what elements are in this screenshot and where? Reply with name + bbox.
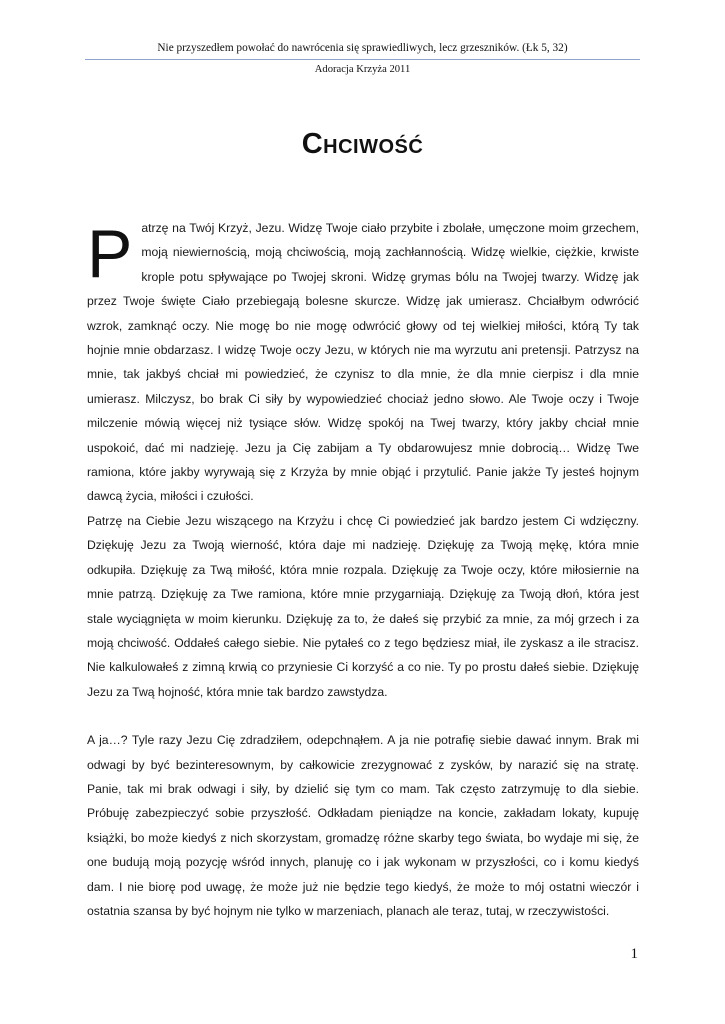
paragraph-spacer <box>87 704 639 728</box>
page-number: 1 <box>630 946 638 962</box>
page-title: Chciwość <box>301 128 424 160</box>
drop-cap: P <box>87 216 133 292</box>
document-body <box>87 216 639 923</box>
paragraph-1-text: atrzę na Twój Krzyż, Jezu. Widzę Twoje ciało przybite i zbolałe, umęczone moim grzechem, moją niewiernością, moją chciwością, moją zachłannością. Widzę wielkie, ciężkie, krwiste krople potu spływające po Twojej skroni. Widzę grymas bólu na Twojej twarzy. Widzę jak przez Twoje święte Ciało przebiegają bolesne skurcze. Widzę jak umierasz. Chciałbym odwrócić wzrok, zamknąć oczy. Nie mogę bo nie mogę odwrócić głowy od tej wielkiej miłości, którą Ty tak hojnie mnie obdarzasz. I widzę Twoje oczy Jezu, w których nie ma wyrzutu ani pretensji. Patrzysz na mnie, tak jakbyś chciał mi powiedzieć, że czynisz to dla mnie, że dla mnie cierpisz i dla mnie umierasz. Milczysz, bo brak Ci siły by wypowiedzieć chociaż jedno słowo. Ale Twoje oczy i Twoje milczenie mówią więcej niż tysiące słów. Widzę spokój na Twej twarzy, który jakby chciał mnie uspokoić, dać mi nadzieję. Jezu ja Cię zabijam a Ty obdarowujesz mnie dobrocią… Widzę Twe ramiona, które jakby wyrywają się z Krzyża by mnie objąć i przytulić. Panie jakże Ty jesteś hojnym dawcą życia, miłości i czułości. <box>87 221 639 504</box>
paragraph-1 <box>87 216 639 509</box>
running-header-event: Adoracja Krzyża 2011 <box>314 64 411 75</box>
header-divider <box>85 59 640 60</box>
running-header-quote: Nie przyszedłem powołać do nawrócenia się sprawiedliwych, lecz grzeszników. (Łk 5, 32) <box>157 42 568 54</box>
paragraph-2: Patrzę na Ciebie Jezu wiszącego na Krzyżu i chcę Ci powiedzieć jak bardzo jestem Ci wdzięczny. Dziękuję Jezu za Twoją wierność, która daje mi nadzieję. Dziękuję za Twoją mękę, która mnie odkupiła. Dziękuję za Twą miłość, która mnie rozpala. Dziękuję za Twoje oczy, które miłosiernie na mnie patrzą. Dziękuję za Twe ramiona, które mnie przygarniają. Dziękuję za Twoją dłoń, która jest stale wyciągnięta w moim kierunku. Dziękuję za to, że dałeś się przybić za mnie, za mój grzech i za moją chciwość. Oddałeś całego siebie. Nie pytałeś co z tego będziesz miał, ile zyskasz a ile stracisz. Nie kalkulowałeś z zimną krwią co przyniesie Ci korzyść a co nie. Ty po prostu dałeś siebie. Dziękuję Jezu za Twą hojność, która mnie tak bardzo zawstydza. <box>87 513 639 699</box>
paragraph-3: A ja…? Tyle razy Jezu Cię zdradziłem, odepchnąłem. A ja nie potrafię siebie dawać innym. Brak mi odwagi by być bezinteresownym, by całkowicie zrezygnować z zysków, by narazić się na stratę. Panie, tak mi brak odwagi i siły, by dzielić się tym co mam. Tak często zatrzymuję to dla siebie. Próbuję zabezpieczyć sobie przyszłość. Odkładam pieniądze na koncie, zakładam lokaty, kupuję książki, bo może kiedyś z nich skorzystam, gromadzę różne skarby tego świata, bo wydaje mi się, że one budują moją pozycję wśród innych, planuję co i jak wykonam w przyszłości, co i komu kiedyś dam. I nie biorę pod uwagę, że może już nie będzie tego kiedyś, że może to mój ostatni wieczór i ostatnia szansa by być hojnym nie tylko w marzeniach, planach ale teraz, tutaj, w rzeczywistości. <box>87 733 639 918</box>
